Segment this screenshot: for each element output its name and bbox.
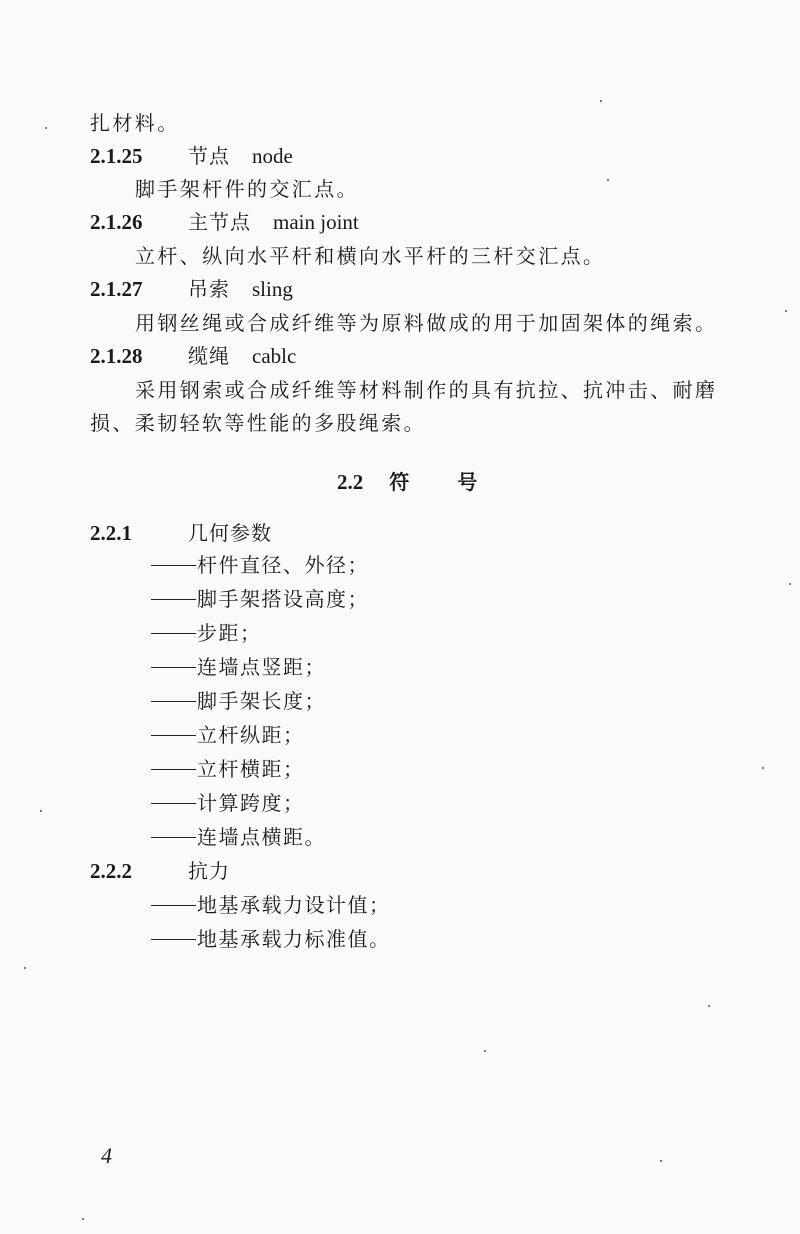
em-dash — [151, 701, 196, 702]
scan-speck — [45, 127, 47, 129]
subsection-number: 2.2.2 — [90, 859, 132, 883]
em-dash — [151, 735, 196, 736]
em-dash — [151, 667, 196, 668]
em-dash — [151, 769, 196, 770]
symbol-description: 地基承载力设计值； — [197, 893, 391, 917]
term-number: 2.1.28 — [90, 344, 143, 368]
em-dash — [151, 599, 196, 600]
section-title-part2: 号 — [457, 470, 478, 494]
subsection-heading — [90, 858, 230, 884]
term-number: 2.1.26 — [90, 210, 143, 234]
term-chinese: 节点 — [188, 144, 230, 168]
scan-speck — [785, 310, 787, 312]
scan-speck — [40, 810, 42, 812]
term-definition: 立杆、纵向水平杆和横向水平杆的三杆交汇点。 — [135, 244, 606, 268]
symbol-description: 连墙点横距。 — [197, 825, 326, 849]
term-english: cablc — [252, 344, 297, 368]
symbol-description: 立杆横距； — [197, 757, 305, 781]
em-dash — [151, 565, 196, 566]
term-definition-continued: 损、柔韧轻软等性能的多股绳索。 — [90, 411, 426, 435]
scan-speck — [484, 1050, 486, 1052]
em-dash — [151, 803, 196, 804]
term-chinese: 吊索 — [188, 277, 230, 301]
em-dash — [151, 939, 196, 940]
term-chinese: 缆绳 — [188, 344, 230, 368]
term-heading — [90, 143, 293, 169]
section-title-part1: 符 — [389, 470, 410, 494]
symbol-description: 立杆纵距； — [197, 723, 305, 747]
term-definition: 用钢丝绳或合成纤维等为原料做成的用于加固架体的绳索。 — [135, 311, 718, 335]
scan-speck — [708, 1005, 710, 1007]
page-number: 4 — [101, 1143, 112, 1168]
scan-speck — [24, 967, 26, 969]
symbol-description: 连墙点竖距； — [197, 655, 326, 679]
term-heading — [90, 343, 296, 369]
scan-speck — [660, 1160, 662, 1162]
term-english: sling — [252, 277, 293, 301]
section-number: 2.2 — [337, 470, 364, 494]
scan-speck — [82, 1218, 84, 1220]
em-dash — [151, 633, 196, 634]
symbol-description: 脚手架长度； — [197, 689, 326, 713]
symbol-description: 步距； — [197, 621, 262, 645]
scan-speck — [600, 100, 602, 102]
term-definition: 采用钢索或合成纤维等材料制作的具有抗拉、抗冲击、耐磨 — [135, 378, 718, 402]
section-heading — [337, 466, 477, 495]
scan-speck — [762, 767, 764, 769]
term-chinese: 主节点 — [188, 210, 251, 234]
subsection-heading — [90, 520, 272, 546]
em-dash — [151, 837, 196, 838]
term-definition: 脚手架杆件的交汇点。 — [135, 177, 359, 201]
scan-speck — [789, 583, 791, 585]
continuation-text: 扎材料。 — [90, 111, 180, 135]
em-dash — [151, 905, 196, 906]
symbol-description: 脚手架搭设高度； — [197, 587, 369, 611]
symbol-description: 杆件直径、外径； — [197, 553, 369, 577]
subsection-title: 几何参数 — [188, 521, 272, 545]
symbol-description: 计算跨度； — [197, 791, 305, 815]
term-english: main joint — [273, 210, 359, 234]
subsection-number: 2.2.1 — [90, 521, 132, 545]
term-english: node — [252, 144, 293, 168]
term-heading — [90, 276, 293, 302]
term-heading — [90, 209, 359, 235]
term-number: 2.1.27 — [90, 277, 143, 301]
term-number: 2.1.25 — [90, 144, 143, 168]
scan-speck — [607, 179, 609, 181]
subsection-title: 抗力 — [188, 859, 230, 883]
symbol-description: 地基承载力标准值。 — [197, 927, 391, 951]
